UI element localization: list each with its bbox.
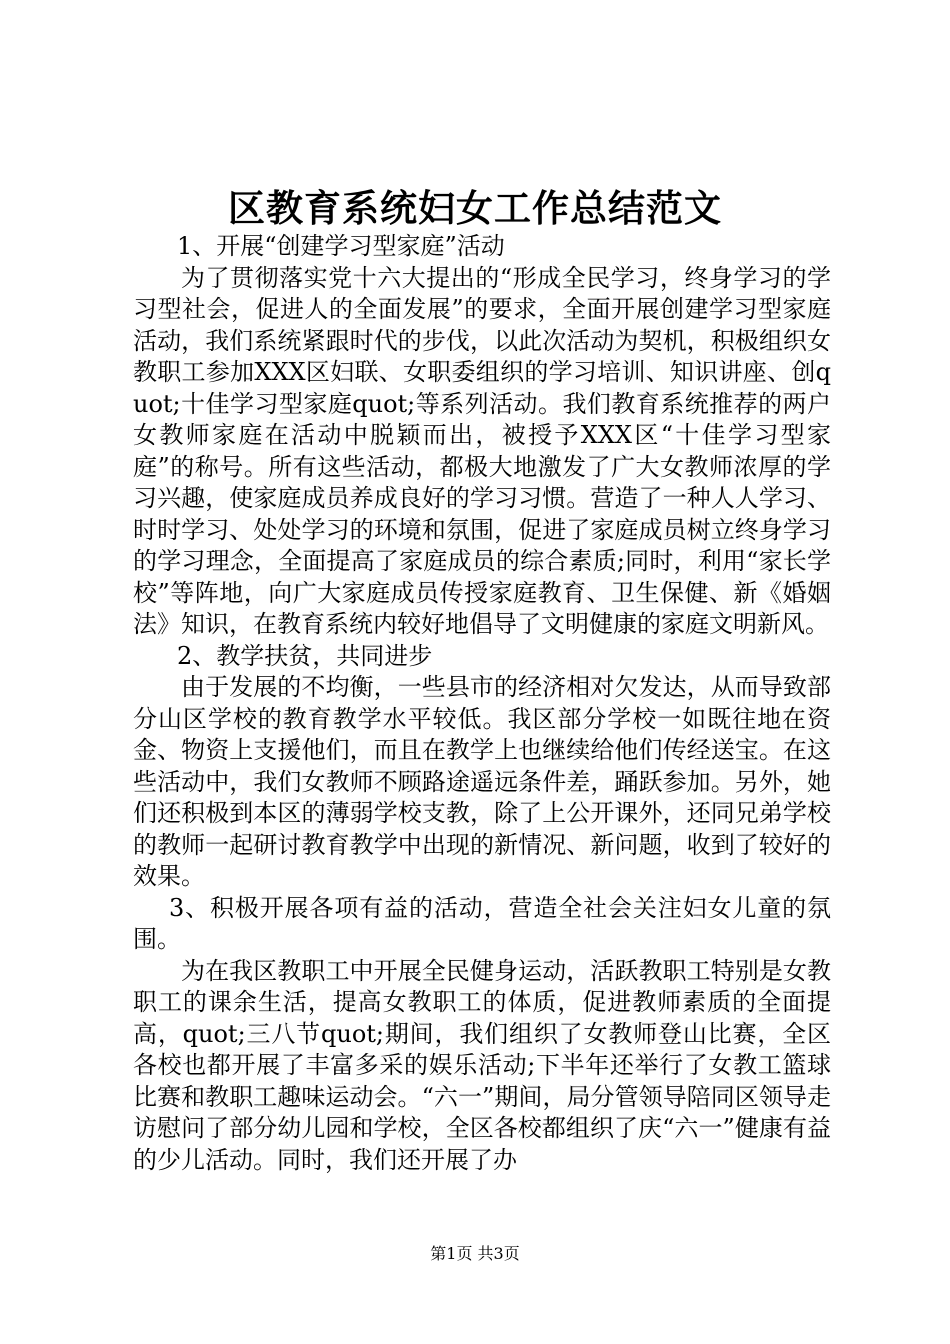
section-2-heading: 2、教学扶贫，共同进步 <box>177 641 433 670</box>
page-footer: 第1页 共3页 <box>430 1244 520 1263</box>
document-title: 区教育系统妇女工作总结范文 <box>228 186 722 230</box>
section-3-heading: 3、积极开展各项有益的活动，营造全社会关注妇女儿童的氛围。 <box>133 893 831 953</box>
document-body <box>133 231 831 1176</box>
section-3-paragraph: 为在我区教职工中开展全民健身运动，活跃教职工特别是女教职工的课余生活，提高女教职工的体质，促进教师素质的全面提高，quot;三八节quot;期间，我们组织了女教师登山比赛，全区各校也都开展了丰富多采的娱乐活动;下半年还举行了女教工篮球比赛和教职工趣味运动会。“六一”期间，局分管领导陪同区领导走访慰问了部分幼儿园和学校，全区各校都组织了庆“六一”健康有益的少儿活动。同时，我们还开展了办 <box>133 956 831 1174</box>
section-2-paragraph: 由于发展的不均衡，一些县市的经济相对欠发达，从而导致部分山区学校的教育教学水平较低。我区部分学校一如既往地在资金、物资上支援他们，而且在教学上也继续给他们传经送宝。在这些活动中，我们女教师不顾路途遥远条件差，踊跃参加。另外，她们还积极到本区的薄弱学校支教，除了上公开课外，还同兄弟学校的教师一起研讨教育教学中出现的新情况、新问题，收到了较好的效果。 <box>133 673 831 890</box>
section-1-paragraph: 为了贯彻落实党十六大提出的“形成全民学习，终身学习的学习型社会，促进人的全面发展”的要求，全面开展创建学习型家庭活动，我们系统紧跟时代的步伐，以此次活动为契机，积极组织女教职工参加XXX区妇联、女职委组织的学习培训、知识讲座、创quot;十佳学习型家庭quot;等系列活动。我们教育系统推荐的两户女教师家庭在活动中脱颖而出，被授予XXX区“十佳学习型家庭”的称号。所有这些活动，都极大地激发了广大女教师浓厚的学习兴趣，使家庭成员养成良好的学习习惯。营造了一种人人学习、时时学习、处处学习的环境和氛围，促进了家庭成员树立终身学习的学习理念，全面提高了家庭成员的综合素质;同时，利用“家长学校”等阵地，向广大家庭成员传授家庭教育、卫生保健、新《婚姻法》知识，在教育系统内较好地倡导了文明健康的家庭文明新风。 <box>133 263 831 638</box>
section-1-heading: 1、开展“创建学习型家庭”活动 <box>177 232 505 260</box>
